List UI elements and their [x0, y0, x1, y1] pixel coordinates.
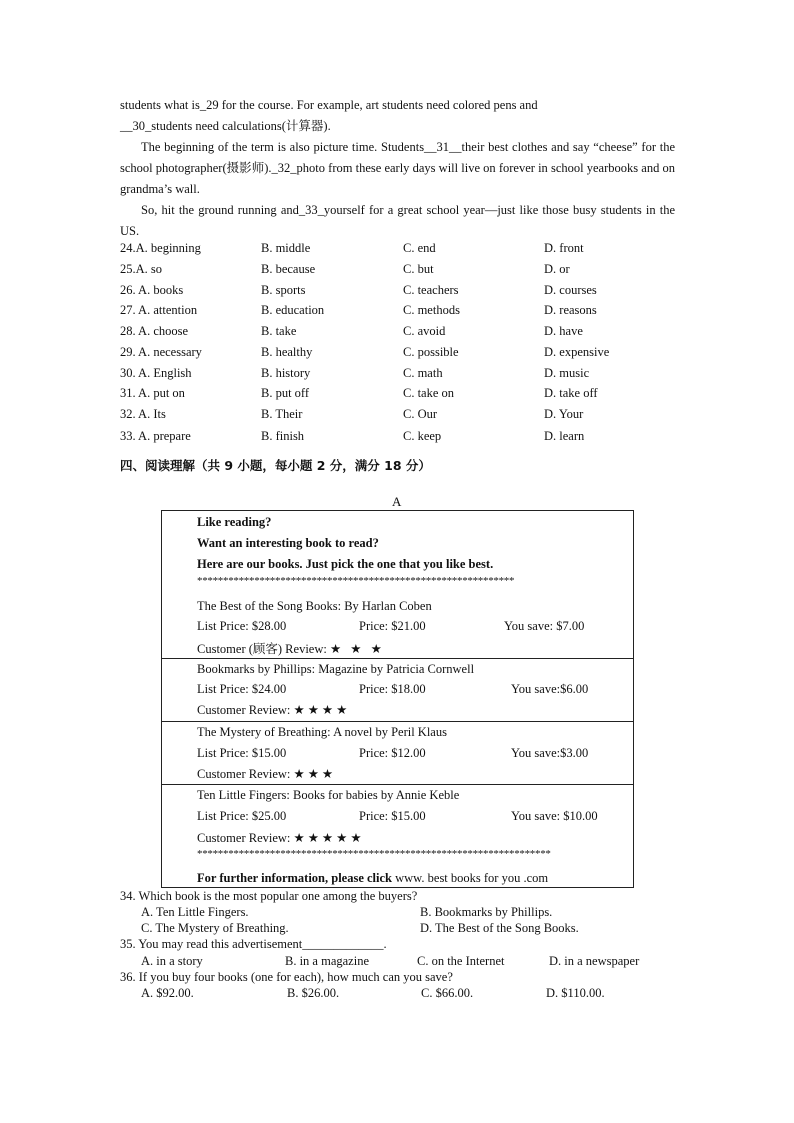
option-a: 33. A. prepare [120, 429, 191, 443]
book-review [197, 830, 365, 846]
option-row-26 [120, 283, 680, 304]
book-savings: You save:$6.00 [511, 682, 589, 696]
option-row-32 [120, 407, 680, 428]
review-label: Customer Review: [197, 703, 291, 717]
passage-paragraph-3: So, hit the ground running and_33_yourself for a great school year—just like those busy students in the US. [120, 203, 675, 238]
question-34-option-a: A. Ten Little Fingers. [141, 905, 249, 919]
option-d: D. learn [544, 429, 585, 443]
option-c: C. keep [403, 429, 442, 443]
question-34: 34. Which book is the most popular one among the buyers? [120, 889, 418, 903]
question-34-option-d: D. The Best of the Song Books. [420, 921, 579, 935]
review-label: Customer Review: [197, 767, 291, 781]
option-d: D. or [544, 262, 570, 276]
option-d: D. expensive [544, 345, 610, 359]
option-b: B. because [261, 262, 316, 276]
option-row-30 [120, 366, 680, 387]
question-35-option-d: D. in a newspaper [549, 954, 640, 968]
option-a: 31. A. put on [120, 386, 185, 400]
book-title: Ten Little Fingers: Books for babies by Annie Keble [197, 788, 460, 802]
question-34-option-c: C. The Mystery of Breathing. [141, 921, 289, 935]
option-b: B. healthy [261, 345, 313, 359]
question-36: 36. If you buy four books (one for each), how much can you save? [120, 970, 453, 984]
option-row-33 [120, 429, 680, 450]
book-title: The Mystery of Breathing: A novel by Peril Klaus [197, 725, 447, 739]
question-36-option-a: A. $92.00. [141, 986, 194, 1000]
star-rating: ★ ★ ★ [329, 642, 385, 656]
ad-footer [197, 871, 548, 886]
divider [162, 784, 633, 785]
option-row-28 [120, 324, 680, 345]
divider [162, 658, 633, 659]
option-c: C. possible [403, 345, 459, 359]
question-36-option-d: D. $110.00. [546, 986, 605, 1000]
option-b: B. put off [261, 386, 310, 400]
question-36-option-b: B. $26.00. [287, 986, 340, 1000]
book-price: Price: $12.00 [359, 746, 426, 760]
question-35-option-c: C. on the Internet [417, 954, 505, 968]
option-b: B. finish [261, 429, 305, 443]
passage [120, 95, 675, 242]
option-a: 29. A. necessary [120, 345, 202, 359]
option-c: C. teachers [403, 283, 459, 297]
option-d: D. courses [544, 283, 597, 297]
option-d: D. front [544, 241, 584, 255]
option-row-27 [120, 303, 680, 324]
footer-link[interactable]: www. best books for you .com [392, 871, 549, 885]
book-advertisement [161, 510, 634, 888]
option-c: C. avoid [403, 324, 446, 338]
option-c: C. math [403, 366, 443, 380]
option-a: 25.A. so [120, 262, 163, 276]
divider [162, 721, 633, 722]
option-b: B. education [261, 303, 325, 317]
option-b: B. take [261, 324, 297, 338]
ad-divider-stars: ************************************************************* [197, 575, 515, 587]
book-savings: You save: $7.00 [504, 619, 585, 633]
option-row-31 [120, 386, 680, 407]
ad-header-1: Like reading? [197, 515, 272, 529]
option-b: B. history [261, 366, 311, 380]
question-36-option-c: C. $66.00. [421, 986, 474, 1000]
option-d: D. Your [544, 407, 584, 421]
option-c: C. take on [403, 386, 455, 400]
option-b: B. middle [261, 241, 311, 255]
book-list-price: List Price: $15.00 [197, 746, 287, 760]
review-label: Customer Review: [197, 831, 291, 845]
option-a: 28. A. choose [120, 324, 189, 338]
option-a: 30. A. English [120, 366, 192, 380]
star-rating: ★★★★★ [293, 831, 365, 845]
star-rating: ★★★ [293, 767, 337, 781]
section-title: 四、阅读理解（共 9 小题，每小题 2 分，满分 18 分） [120, 458, 431, 473]
passage-paragraph-2: The beginning of the term is also picture time. Students__31__their best clothes and say “cheese” for the school photographer(摄影师)._32_photo from these early days will live on forever in school yearbooks and on grandma’s wall. [120, 140, 675, 196]
option-a: 24.A. beginning [120, 241, 201, 255]
book-review [197, 639, 385, 657]
ad-divider-stars: ******************************************************************** [197, 848, 551, 860]
question-34-option-b: B. Bookmarks by Phillips. [420, 905, 553, 919]
book-review [197, 702, 350, 718]
review-label: Customer (顾客) Review: [197, 642, 327, 656]
passage-line-1: students what is_29 for the course. For example, art students need colored pens and [120, 98, 538, 112]
book-savings: You save:$3.00 [511, 746, 589, 760]
passage-label: A [392, 494, 402, 509]
option-b: B. Their [261, 407, 303, 421]
option-d: D. have [544, 324, 583, 338]
question-35-option-a: A. in a story [141, 954, 203, 968]
book-price: Price: $15.00 [359, 809, 426, 823]
option-row-29 [120, 345, 680, 366]
question-35-option-b: B. in a magazine [285, 954, 369, 968]
book-savings: You save: $10.00 [511, 809, 598, 823]
option-d: D. take off [544, 386, 598, 400]
book-review [197, 766, 336, 782]
option-d: D. music [544, 366, 590, 380]
book-price: Price: $21.00 [359, 619, 426, 633]
option-row-25 [120, 262, 680, 283]
star-rating: ★★★★ [293, 703, 351, 717]
book-list-price: List Price: $24.00 [197, 682, 287, 696]
option-a: 32. A. Its [120, 407, 166, 421]
footer-text: For further information, please click [197, 871, 392, 885]
option-row-24 [120, 241, 680, 262]
ad-header-3: Here are our books. Just pick the one that you like best. [197, 557, 494, 571]
book-list-price: List Price: $28.00 [197, 619, 287, 633]
book-price: Price: $18.00 [359, 682, 426, 696]
ad-header-2: Want an interesting book to read? [197, 536, 379, 550]
option-c: C. Our [403, 407, 438, 421]
question-35: 35. You may read this advertisement_____________. [120, 937, 387, 951]
option-a: 26. A. books [120, 283, 184, 297]
option-d: D. reasons [544, 303, 597, 317]
option-a: 27. A. attention [120, 303, 198, 317]
option-c: C. end [403, 241, 436, 255]
option-c: C. but [403, 262, 434, 276]
passage-line-2: __30_students need calculations(计算器). [120, 119, 331, 133]
option-b: B. sports [261, 283, 306, 297]
book-title: The Best of the Song Books: By Harlan Coben [197, 599, 432, 613]
option-c: C. methods [403, 303, 460, 317]
book-title: Bookmarks by Phillips: Magazine by Patricia Cornwell [197, 662, 475, 676]
book-list-price: List Price: $25.00 [197, 809, 287, 823]
